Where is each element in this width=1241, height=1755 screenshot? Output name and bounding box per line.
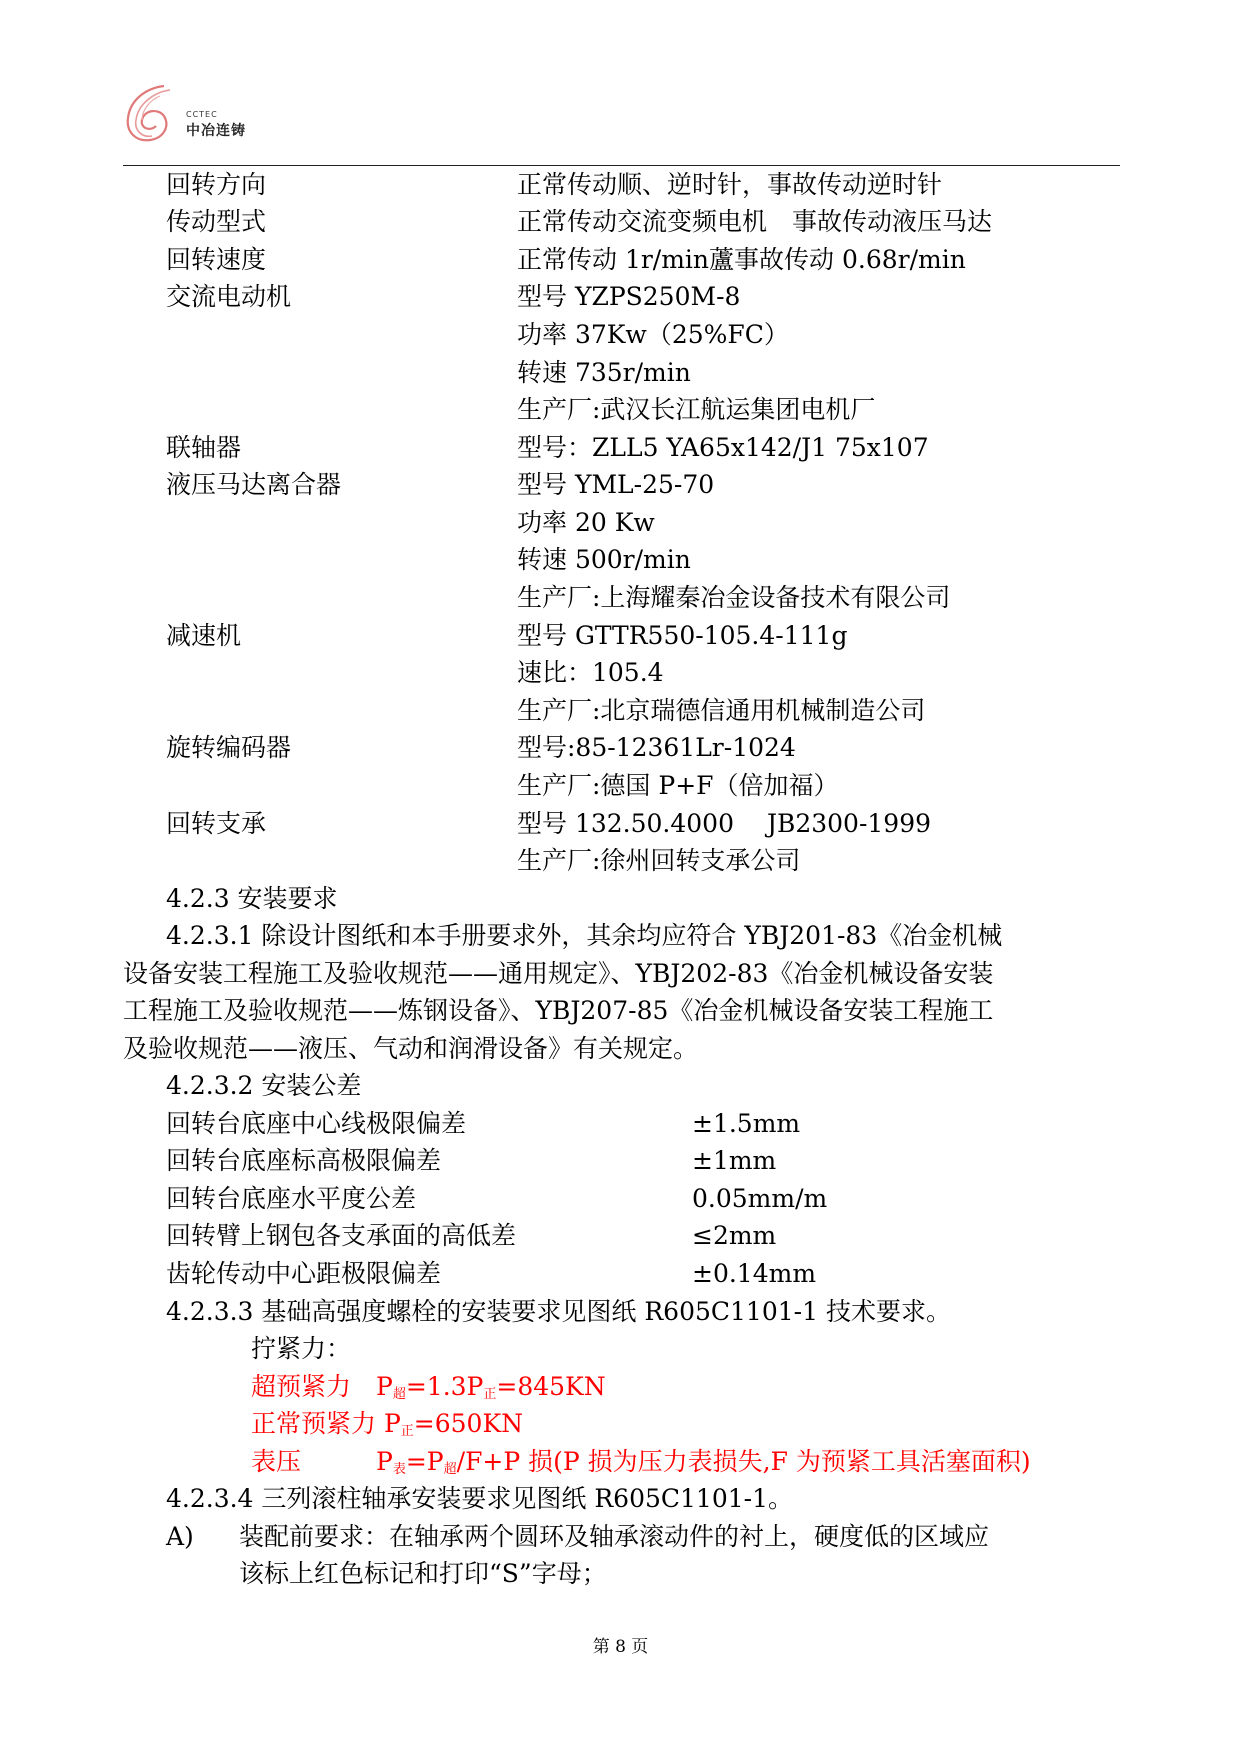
tolerance-label: 回转臂上钢包各支承面的高低差 (166, 1221, 517, 1250)
tolerance-label: 回转台底座中心线极限偏差 (166, 1109, 467, 1138)
spec-value: 型号 GTTR550-105.4-111g (517, 621, 848, 650)
logo-mark-icon (120, 82, 182, 146)
torque-text: =1.3P (405, 1372, 484, 1401)
spec-name: 联轴器 (166, 433, 242, 462)
torque-subscript: 超 (443, 1462, 457, 1477)
torque-subscript: 正 (400, 1424, 414, 1439)
tolerance-value: ±1.5mm (692, 1109, 801, 1138)
torque-subscript: 正 (483, 1387, 497, 1402)
torque-text: 表压 P (251, 1447, 393, 1476)
list-marker: A) (166, 1522, 194, 1551)
section-heading: 4.2.3 安装要求 (166, 884, 338, 913)
spec-value: 型号:85-12361Lr-1024 (517, 733, 796, 762)
spec-value: 正常传动顺、逆时针，事故传动逆时针 (517, 170, 943, 199)
page-number: 第 8 页 (592, 1637, 649, 1657)
logo-english-text: CCTEC (186, 110, 218, 119)
tolerance-value: 0.05mm/m (692, 1184, 828, 1213)
spec-value: 正常传动交流变频电机 事故传动液压马达 (517, 207, 993, 236)
torque-text: 正常预紧力 P (251, 1409, 401, 1438)
spec-value: 转速 735r/min (517, 358, 691, 387)
paragraph-line: 4.2.3.4 三列滚柱轴承安装要求见图纸 R605C1101-1。 (166, 1484, 794, 1513)
torque-text: =650KN (413, 1409, 524, 1438)
spec-name: 减速机 (166, 621, 242, 650)
torque-line-normal (251, 1409, 523, 1447)
torque-subscript: 超 (392, 1387, 406, 1402)
spec-name: 传动型式 (166, 207, 267, 236)
torque-text: /F+P 损(P 损为压力表损失,F 为预紧工具活塞面积) (456, 1447, 1031, 1476)
section-heading: 4.2.3.2 安装公差 (166, 1071, 362, 1100)
spec-value: 型号 YML-25-70 (517, 470, 715, 499)
spec-name: 交流电动机 (166, 282, 292, 311)
tolerance-value: ±1mm (692, 1146, 777, 1175)
paragraph-line: 设备安装工程施工及验收规范——通用规定》、YBJ202-83《冶金机械设备安装 (123, 959, 994, 988)
spec-name: 回转支承 (166, 809, 267, 838)
torque-text: =P (405, 1447, 444, 1476)
paragraph-line: 及验收规范——液压、气动和润滑设备》有关规定。 (123, 1034, 699, 1063)
torque-line-overpreload (251, 1372, 606, 1410)
spec-value: 型号 YZPS250M-8 (517, 282, 741, 311)
spec-name: 回转方向 (166, 170, 267, 199)
tolerance-label: 齿轮传动中心距极限偏差 (166, 1259, 442, 1288)
spec-value: 生产厂:武汉长江航运集团电机厂 (517, 395, 876, 424)
spec-value: 生产厂:上海耀秦冶金设备技术有限公司 (517, 583, 951, 612)
spec-value: 正常传动 1r/min蘆事故传动 0.68r/min (517, 245, 966, 274)
tolerance-value: ±0.14mm (692, 1259, 817, 1288)
list-item-text: 该标上红色标记和打印“S”字母； (239, 1559, 607, 1588)
spec-value: 转速 500r/min (517, 545, 691, 574)
spec-name: 回转速度 (166, 245, 267, 274)
list-item-text: 装配前要求：在轴承两个圆环及轴承滚动件的衬上，硬度低的区域应 (239, 1522, 990, 1551)
tolerance-value: ≤2mm (692, 1221, 777, 1250)
header-divider (123, 165, 1120, 166)
company-logo (120, 82, 280, 162)
torque-title: 拧紧力： (251, 1334, 352, 1363)
paragraph-line: 4.2.3.1 除设计图纸和本手册要求外，其余均应符合 YBJ201-83《冶金机械 (166, 921, 1003, 950)
logo-chinese-text: 中冶连铸 (186, 123, 246, 139)
spec-value: 型号：ZLL5 YA65x142/J1 75x107 (517, 433, 929, 462)
spec-value: 型号 132.50.4000 JB2300-1999 (517, 809, 932, 838)
spec-value: 生产厂:北京瑞德信通用机械制造公司 (517, 696, 926, 725)
spec-value: 功率 20 Kw (517, 508, 655, 537)
spec-name: 旋转编码器 (166, 733, 292, 762)
spec-value: 速比：105.4 (517, 658, 664, 687)
paragraph-line: 4.2.3.3 基础高强度螺栓的安装要求见图纸 R605C1101-1 技术要求。 (166, 1297, 951, 1326)
spec-value: 功率 37Kw（25%FC） (517, 320, 789, 349)
spec-name: 液压马达离合器 (166, 470, 342, 499)
torque-text: 超预紧力 P (251, 1372, 393, 1401)
torque-line-gauge (251, 1447, 1031, 1485)
spec-value: 生产厂:徐州回转支承公司 (517, 846, 801, 875)
tolerance-label: 回转台底座标高极限偏差 (166, 1146, 442, 1175)
tolerance-label: 回转台底座水平度公差 (166, 1184, 417, 1213)
torque-subscript: 表 (392, 1462, 406, 1477)
torque-text: =845KN (496, 1372, 606, 1401)
spec-value: 生产厂:德国 P+F（倍加福） (517, 771, 839, 800)
paragraph-line: 工程施工及验收规范——炼钢设备》、YBJ207-85《冶金机械设备安装工程施工 (123, 996, 994, 1025)
